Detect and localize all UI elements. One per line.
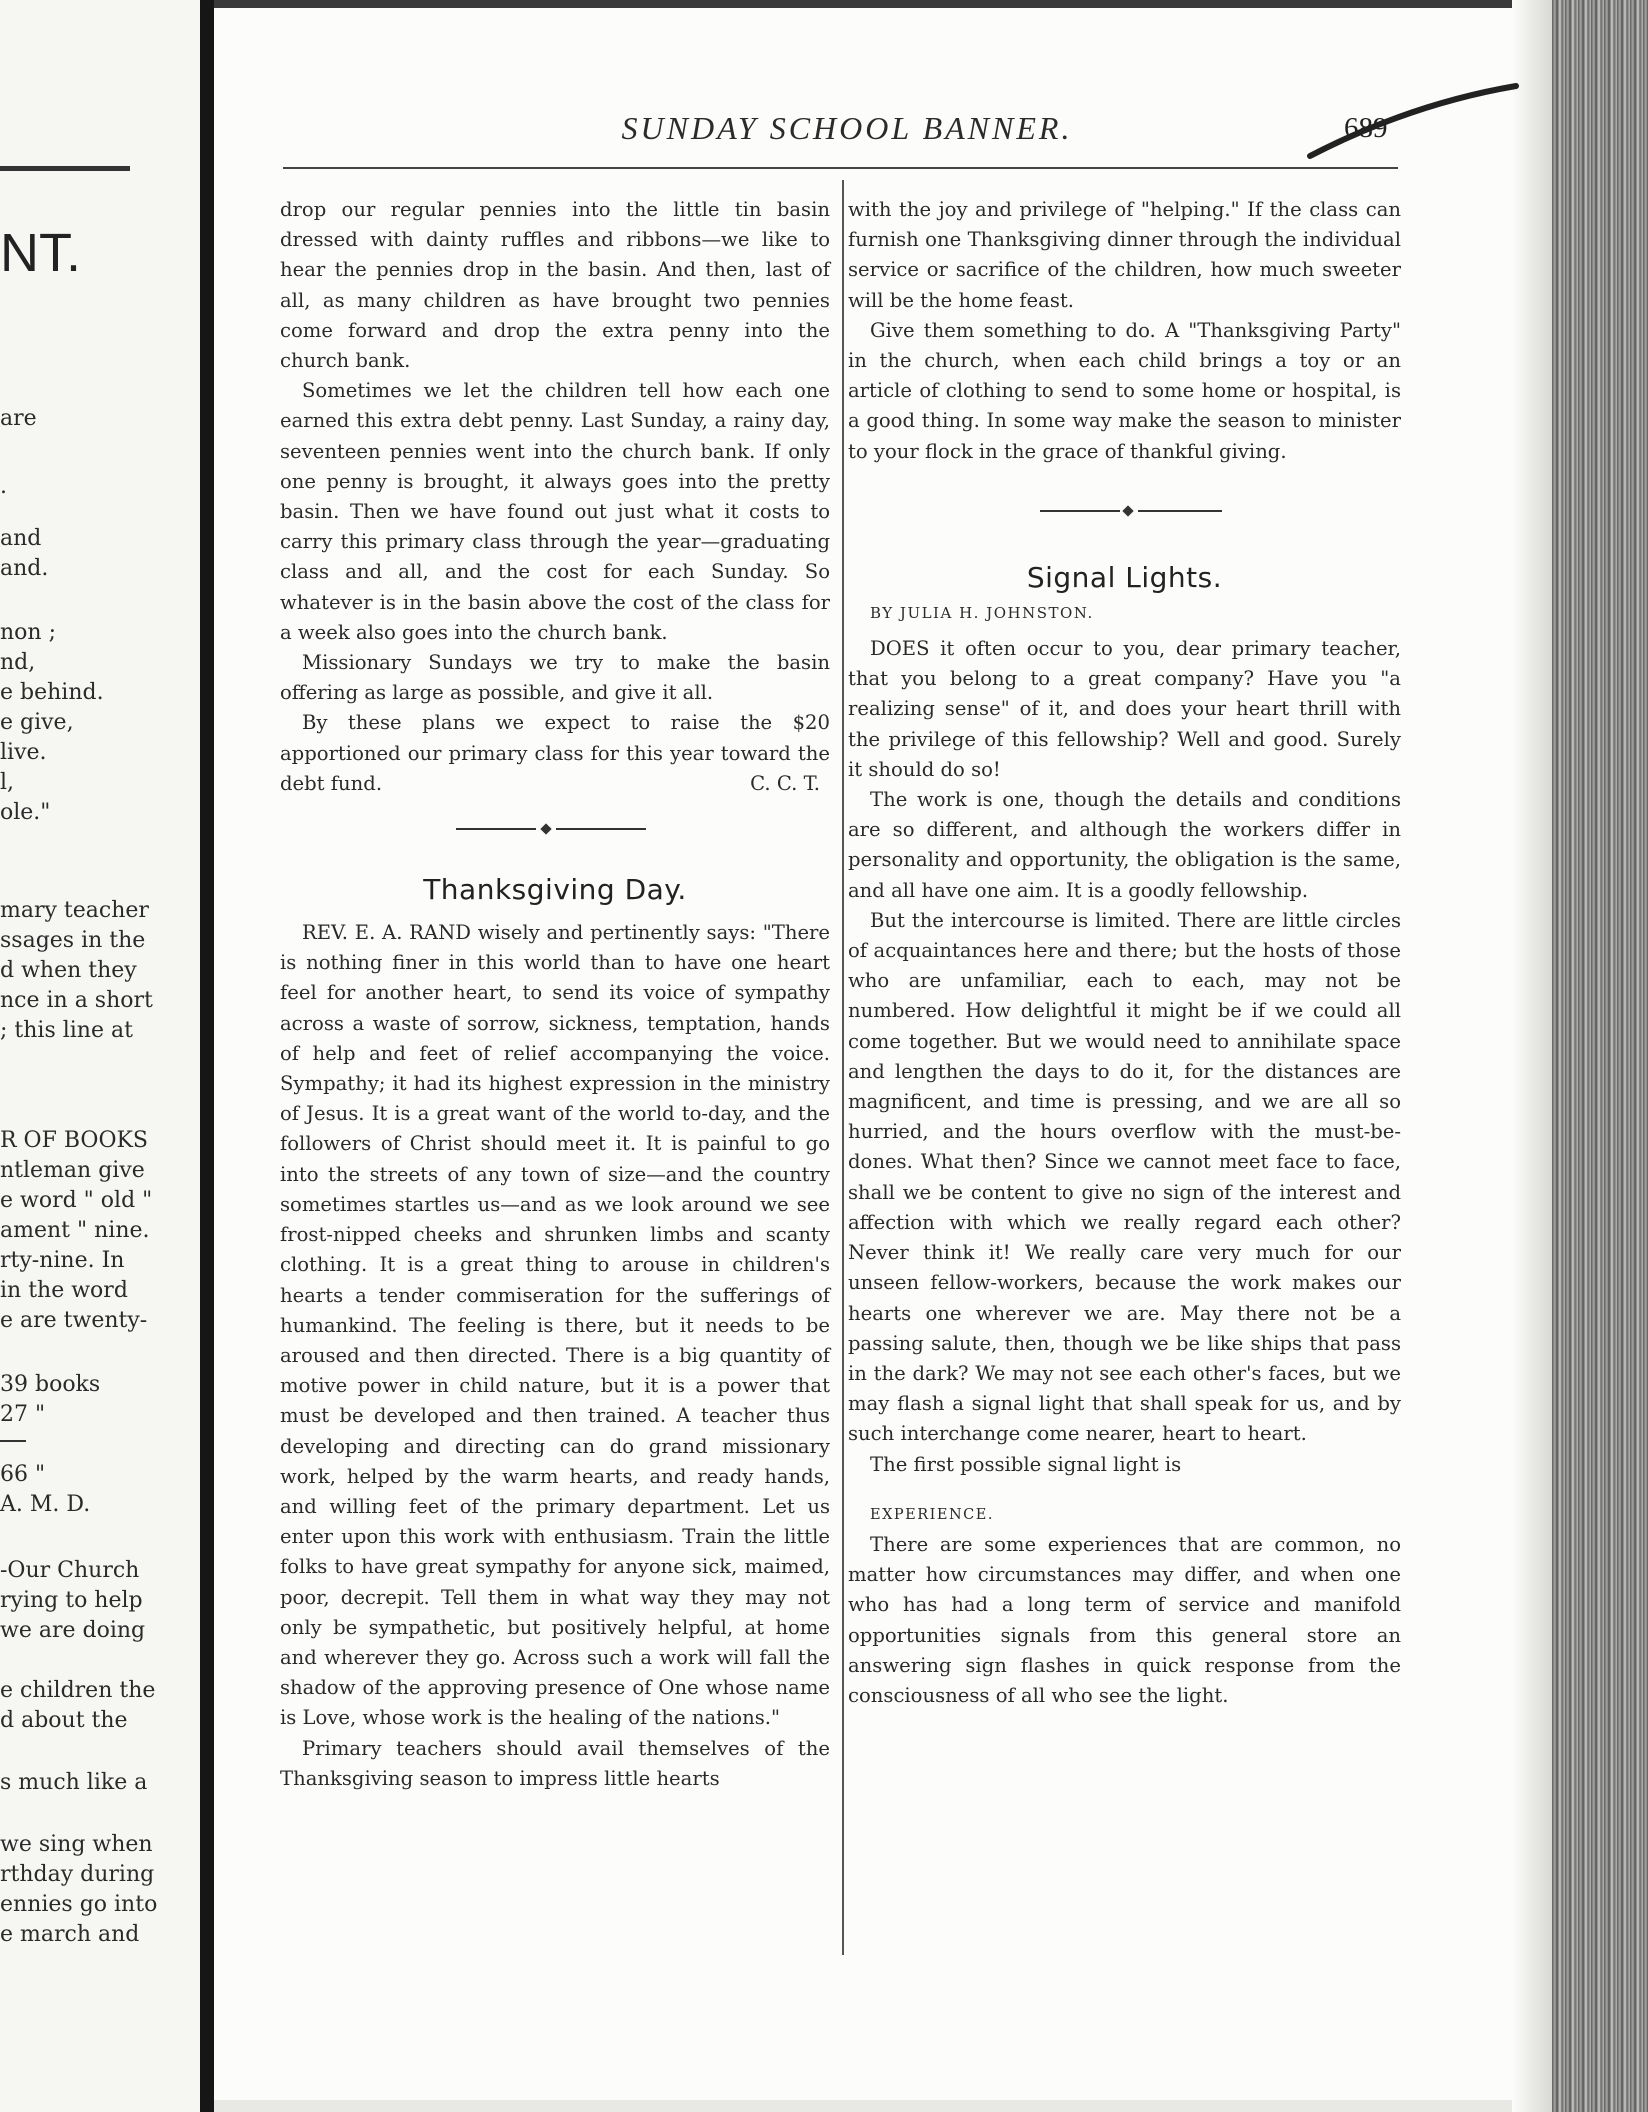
facing-page-line: nd, <box>0 650 36 675</box>
facing-page-line: -Our Church <box>0 1558 140 1583</box>
paragraph: with the joy and privilege of "helping." If the class can furnish one Thanksgiving dinner through the individual service or sacrifice of the children, how much sweeter will be the home feast. <box>848 198 1401 312</box>
facing-page-line: d about the <box>0 1708 128 1733</box>
facing-page-line: ole." <box>0 800 51 825</box>
facing-page-line: e word " old " <box>0 1188 153 1213</box>
facing-page-rule <box>0 166 130 171</box>
paragraph: The work is one, though the details and conditions are so different, and although the workers differ in personality and opportunity, the obligation is the same, and all have one aim. It is a goodly fellowship. <box>848 788 1401 902</box>
facing-page-line: e children the <box>0 1678 156 1703</box>
facing-page-line: e march and <box>0 1922 140 1947</box>
paragraph: But the intercourse is limited. There are little circles of acquaintances here and there; but the hosts of those who are unfamiliar, each to each, may not be numbered. How delightful it might be if we could all come together. But we would need to annihilate space and lengthen the days to do it, for the distances are magnificent, and time is pressing, and we are all so hurried, and the hours overflow with the must-be-dones. What then? Since we cannot meet face to face, shall we be content to give no sign of the interest and affection with which we really regard each other? Never think it! We really care very much for our unseen fellow-workers, because the work makes our hearts one wherever we are. May there not be a passing salute, then, though we be like ships that pass in the dark? We may not see each other's faces, but we may flash a signal light that shall speak for us, and by such interchange come nearer, heart to heart. <box>848 908 1401 1446</box>
separator-line <box>1138 510 1222 512</box>
facing-page-line: R OF BOOKS <box>0 1128 149 1153</box>
facing-page-line: . <box>0 474 7 499</box>
paragraph: drop our regular pennies into the little tin basin dressed with dainty ruffles and ribbons—we like to hear the pennies drop in the basin. And then, last of all, as many children as have brought two pennies come forward and drop the extra penny into the church bank. <box>280 198 830 373</box>
right-column <box>848 195 1401 1711</box>
facing-page-line: e give, <box>0 710 74 735</box>
byline: BY JULIA H. JOHNSTON. <box>870 603 1094 622</box>
facing-page-line: e behind. <box>0 680 104 705</box>
paragraph: DOES it often occur to you, dear primary teacher, that you belong to a great company? Have you "a realizing sense" of it, and does your heart thrill with the privilege of this fellowship? Well and good. Surely it should do so! <box>848 637 1401 781</box>
facing-page-line: we sing when <box>0 1832 153 1857</box>
section-title: Signal Lights. <box>1026 560 1223 594</box>
facing-page-line: nce in a short <box>0 988 153 1013</box>
header-rule <box>283 167 1398 169</box>
facing-page-line: in the word <box>0 1278 128 1303</box>
page-top-edge <box>214 0 1554 8</box>
facing-page-line: ntleman give <box>0 1158 145 1183</box>
facing-page-line: we are doing <box>0 1618 146 1643</box>
column-divider <box>842 180 844 1955</box>
paragraph: Give them something to do. A "Thanksgiving Party" in the church, when each child brings a toy or an article of clothing to send to some home or hospital, is a good thing. In some way make the season to minister to your flock in the grace of thankful giving. <box>848 318 1401 463</box>
separator-line <box>556 828 646 830</box>
facing-page-line: rthday during <box>0 1862 155 1887</box>
left-column <box>280 195 830 1794</box>
section-title: Thanksgiving Day. <box>423 873 687 907</box>
facing-page-line: rying to help <box>0 1588 143 1613</box>
facing-page-line: and <box>0 526 42 551</box>
facing-page-fragment <box>0 0 200 2112</box>
paragraph: Sometimes we let the children tell how each one earned this extra debt penny. Last Sunday, a rainy day, seventeen pennies went into the church bank. If only one penny is brought, it always goes into the pretty basin. Then we have found out just what it costs to carry this primary class through the year—graduating class and all, and the cost for each Sunday. So whatever is in the basin above the cost of the class for a week also goes into the church bank. <box>280 379 830 644</box>
facing-page-line: ssages in the <box>0 928 146 953</box>
paragraph: Missionary Sundays we try to make the basin offering as large as possible, and give it all. <box>280 651 830 705</box>
facing-page-line: ament " nine. <box>0 1218 150 1243</box>
paragraph: Primary teachers should avail themselves of the Thanksgiving season to impress little hearts <box>280 1736 830 1790</box>
paragraph-text: By these plans we expect to raise the $20 apportioned our primary class for this year toward the debt fund. <box>280 711 830 795</box>
facing-page-line: ennies go into <box>0 1892 158 1917</box>
paragraph <box>280 708 830 799</box>
facing-page-line: ; this line at <box>0 1018 133 1043</box>
page-number: 689 <box>1344 112 1388 144</box>
facing-page-line: non ; <box>0 620 56 645</box>
page-edge-shadow <box>1512 0 1552 2112</box>
paragraph: There are some experiences that are common, no matter how circumstances may differ, and when one who has had a long term of service and manifold opportunities signals from this general store an answering sign flashes in quick response from the consciousness of all who see the light. <box>848 1532 1401 1707</box>
paragraph: REV. E. A. RAND wisely and pertinently says: "There is nothing finer in this world than to have one heart feel for another heart, to send its voice of sympathy across a waste of sorrow, sickness, temptation, hands of help and feet of relief accompanying the voice. Sympathy; it had its highest expression in the ministry of Jesus. It is a great want of the world to-day, and the followers of Christ should meet it. It is painful to go into the streets of any town of size—and the country sometimes startles us—and as we look around we see frost-nipped cheeks and shrunken limbs and scanty clothing. It is a great thing to arouse in children's hearts a tender commiseration for the sufferings of humankind. The feeling is there, but it needs to be aroused and then directed. There is a big quantity of motive power in child nature, but it is a power that must be developed and then trained. A teacher thus developing and directing can do grand missionary work, helped by the warm hearts, and ready hands, and willing feet of the primary department. Let us enter upon this work with enthusiasm. Train the little folks to have great sympathy for anyone sick, maimed, poor, decrepit. Tell them in what way they may not only be sympathetic, but positively helpful, at home and wherever they go. Across such a work will fall the shadow of the approving presence of One whose name is Love, whose work is the healing of the nations." <box>280 921 830 1730</box>
section-separator <box>848 489 1401 533</box>
facing-page-line: 66 " <box>0 1462 46 1487</box>
facing-page-line: are <box>0 406 37 431</box>
separator-line <box>1040 510 1120 512</box>
pen-stroke-mark <box>1304 78 1524 168</box>
facing-page-line: d when they <box>0 958 137 983</box>
book-gutter <box>200 0 214 2112</box>
separator-line <box>456 828 536 830</box>
facing-page-line: 39 books <box>0 1372 101 1397</box>
facing-page-line: e are twenty- <box>0 1308 148 1333</box>
separator-diamond <box>540 823 551 834</box>
facing-page-line: 27 " <box>0 1402 46 1427</box>
facing-page-heading: NT. <box>0 223 81 283</box>
facing-page-line: A. M. D. <box>0 1492 91 1517</box>
page-bottom-edge <box>214 2100 1554 2112</box>
facing-page-line: live. <box>0 740 47 765</box>
running-head: SUNDAY SCHOOL BANNER. <box>621 110 1073 146</box>
facing-page-line: mary teacher <box>0 898 149 923</box>
facing-page-line: and. <box>0 556 49 581</box>
facing-page-line: rty-nine. In <box>0 1248 125 1273</box>
facing-page-line: l, <box>0 770 15 795</box>
paragraph: The first possible signal light is <box>870 1452 1182 1476</box>
facing-page-line: s much like a <box>0 1770 148 1795</box>
section-separator <box>280 807 830 851</box>
facing-page-sum-rule <box>0 1440 26 1442</box>
book-page-stack-edge <box>1552 0 1648 2112</box>
signature: C. C. T. <box>750 771 820 795</box>
subheading: EXPERIENCE. <box>870 1506 994 1523</box>
separator-diamond <box>1122 505 1133 516</box>
